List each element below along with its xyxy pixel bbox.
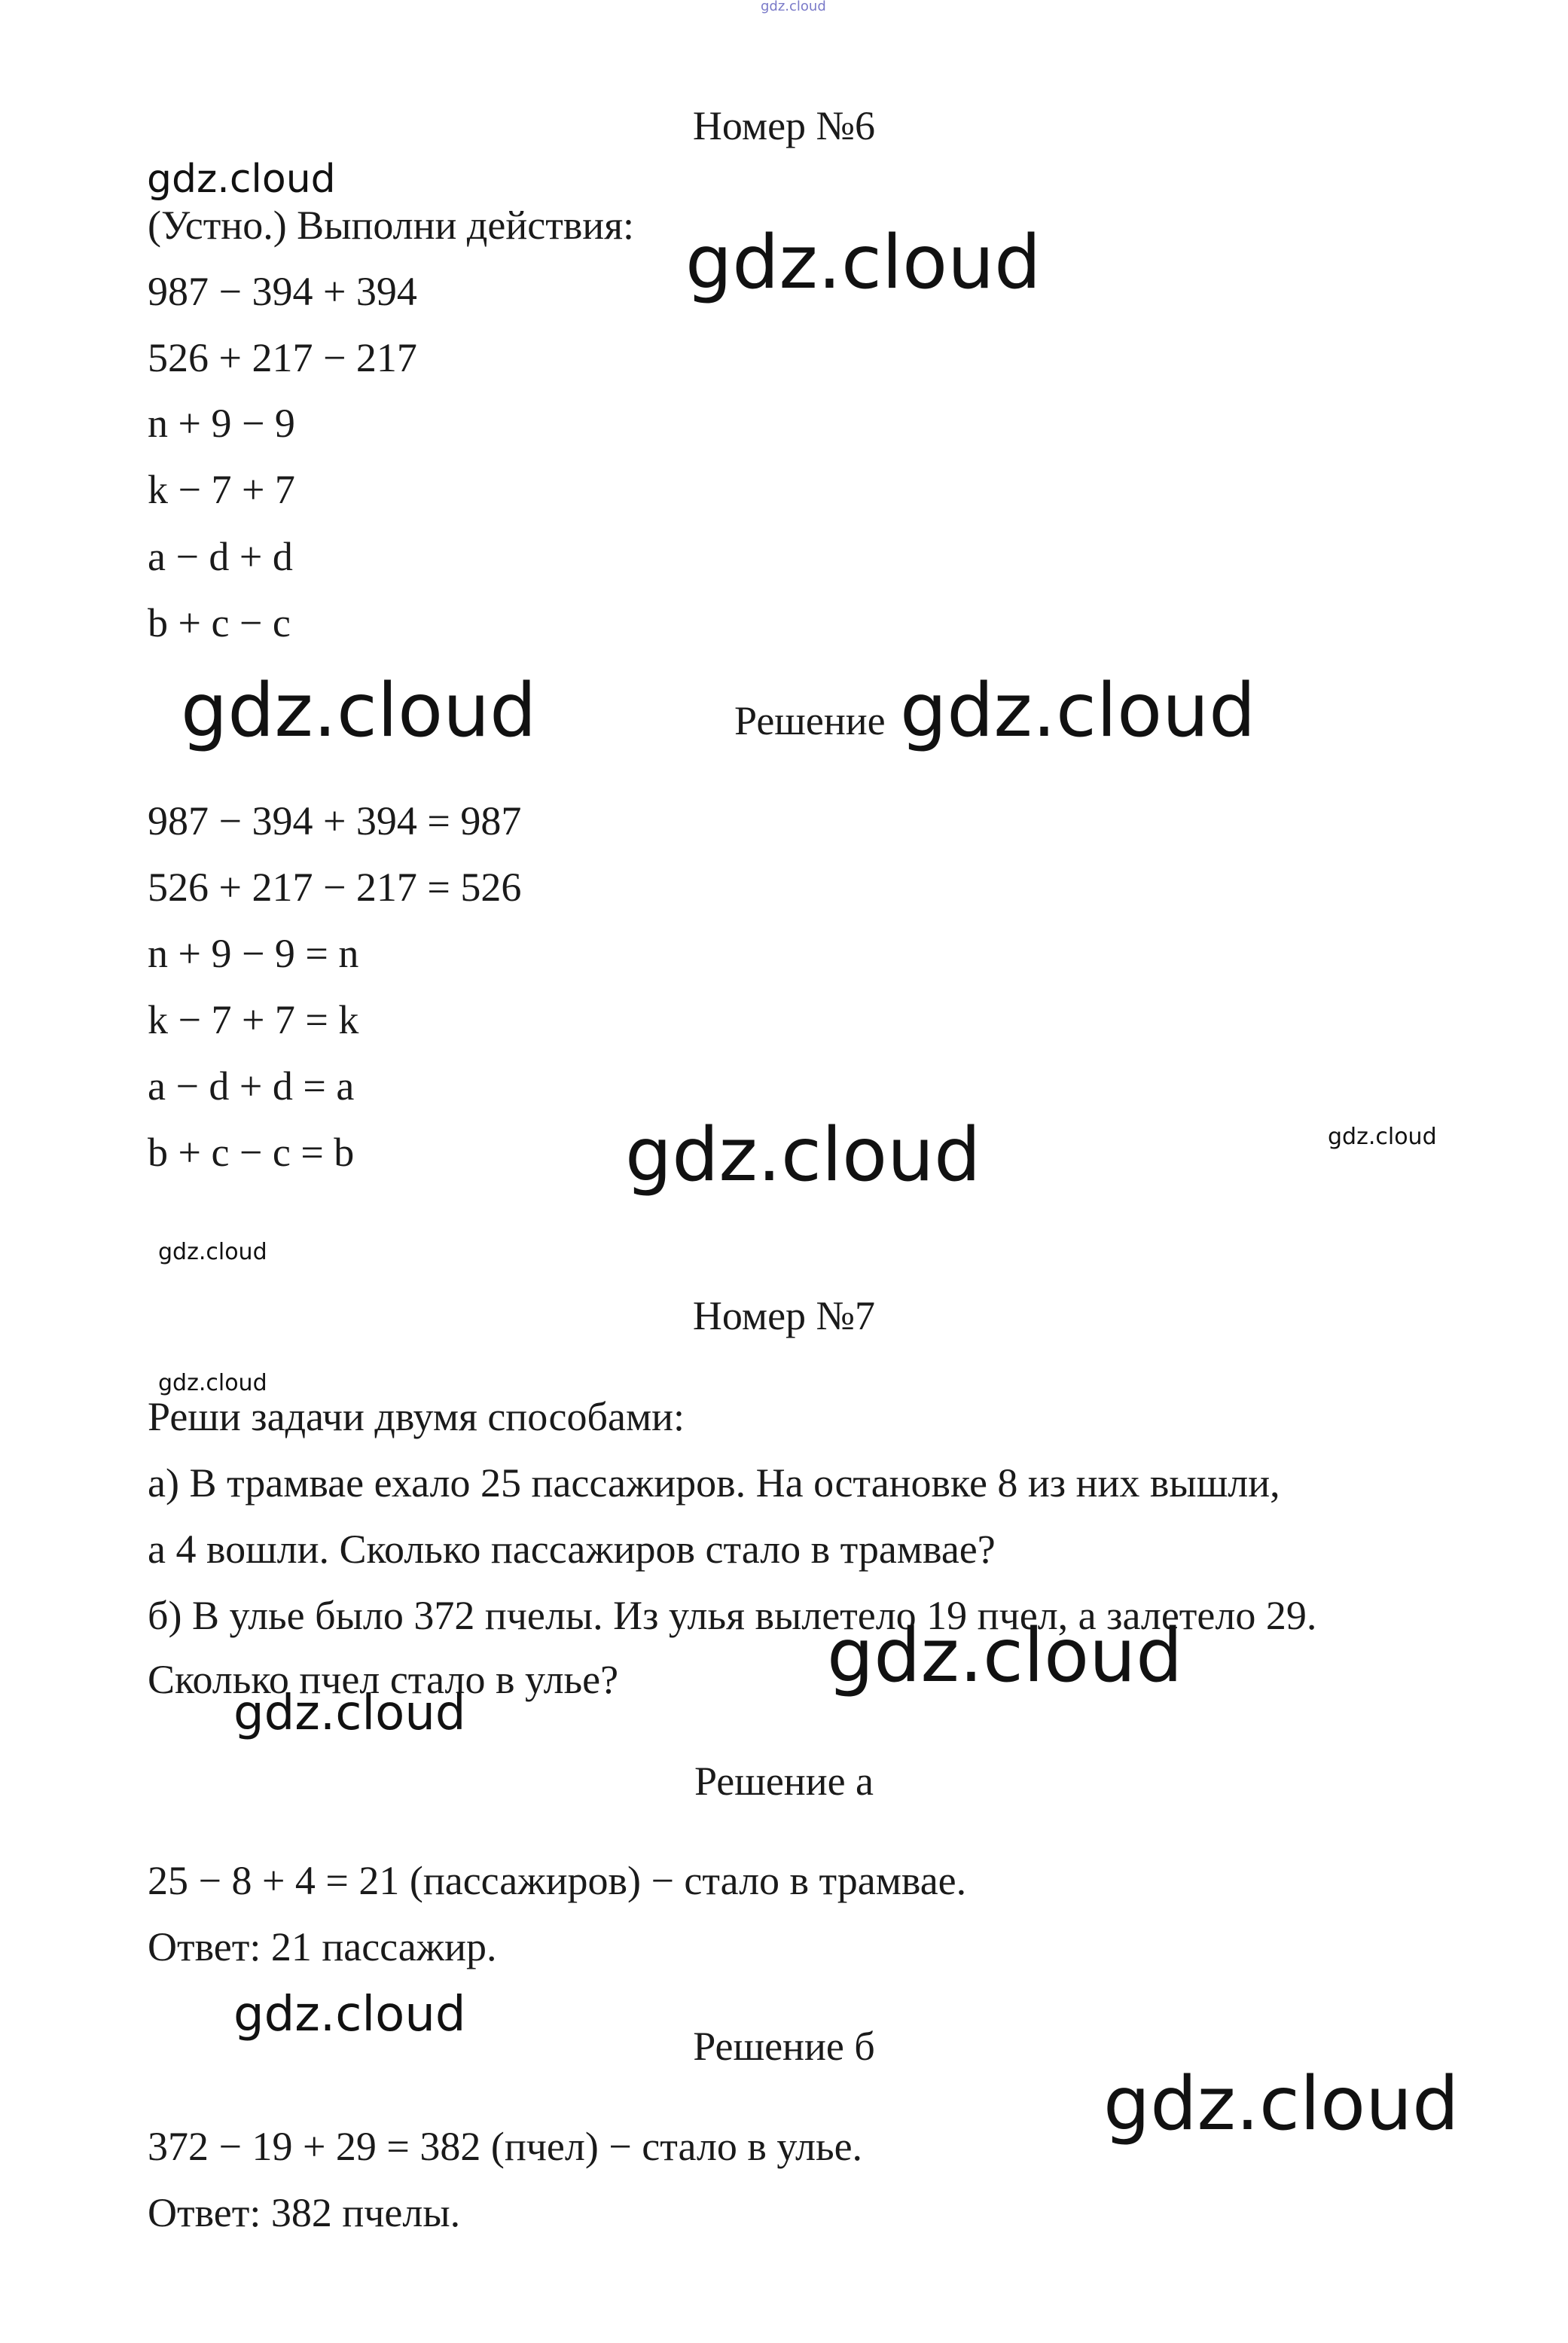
watermark: gdz.cloud [181,668,537,754]
watermark: gdz.cloud [761,0,826,14]
task7-solution-a-heading: Решение а [694,1759,874,1804]
task6-solution-line: b + c − c = b [148,1130,355,1175]
task6-expression: 987 − 394 + 394 [148,269,417,314]
watermark: gdz.cloud [625,1112,981,1198]
watermark: gdz.cloud [685,220,1042,306]
task7-instruction: Реши задачи двумя способами: [148,1394,685,1439]
watermark: gdz.cloud [233,1987,466,2042]
watermark: gdz.cloud [827,1613,1183,1699]
task6-solution-line: n + 9 − 9 = n [148,931,359,976]
task7-problem-line: а 4 вошли. Сколько пассажиров стало в трамвае? [148,1527,996,1572]
watermark: gdz.cloud [233,1686,466,1741]
watermark: gdz.cloud [1103,2061,1460,2147]
task6-expression: k − 7 + 7 [148,467,295,512]
task6-expression: a − d + d [148,534,293,579]
task6-solution-line: 526 + 217 − 217 = 526 [148,865,522,910]
task7-heading: Номер №7 [692,1293,876,1338]
task7-solution-b-answer: Ответ: 382 пчелы. [148,2190,461,2235]
watermark: gdz.cloud [158,1370,267,1396]
task6-solution-line: 987 − 394 + 394 = 987 [148,798,522,844]
watermark: gdz.cloud [900,668,1256,754]
task7-solution-b-heading: Решение б [693,2024,875,2069]
task6-solution-line: a − d + d = a [148,1063,355,1109]
task7-solution-a-equation: 25 − 8 + 4 = 21 (пассажиров) − стало в трамвае. [148,1858,967,1903]
task7-problem-line: б) В улье было 372 пчелы. Из улья вылетело 19 пчел, а залетело 29. [148,1593,1317,1638]
task7-solution-b-equation: 372 − 19 + 29 = 382 (пчел) − стало в улье. [148,2124,863,2169]
watermark: gdz.cloud [1328,1124,1437,1150]
task6-expression: n + 9 − 9 [148,401,295,446]
task6-expression: 526 + 217 − 217 [148,335,417,380]
task7-solution-a-answer: Ответ: 21 пассажир. [148,1924,497,1969]
watermark: gdz.cloud [147,157,336,202]
watermark: gdz.cloud [158,1239,267,1265]
task7-problem-line: а) В трамвае ехало 25 пассажиров. На остановке 8 из них вышли, [148,1460,1280,1506]
task7-problem-line: Сколько пчел стало в улье? [148,1657,619,1702]
task6-expression: b + c − c [148,600,291,645]
task6-instruction: (Устно.) Выполни действия: [148,203,635,248]
task6-heading: Номер №6 [692,103,876,148]
task6-solution-heading: Решение [734,698,886,743]
task6-solution-line: k − 7 + 7 = k [148,997,359,1042]
